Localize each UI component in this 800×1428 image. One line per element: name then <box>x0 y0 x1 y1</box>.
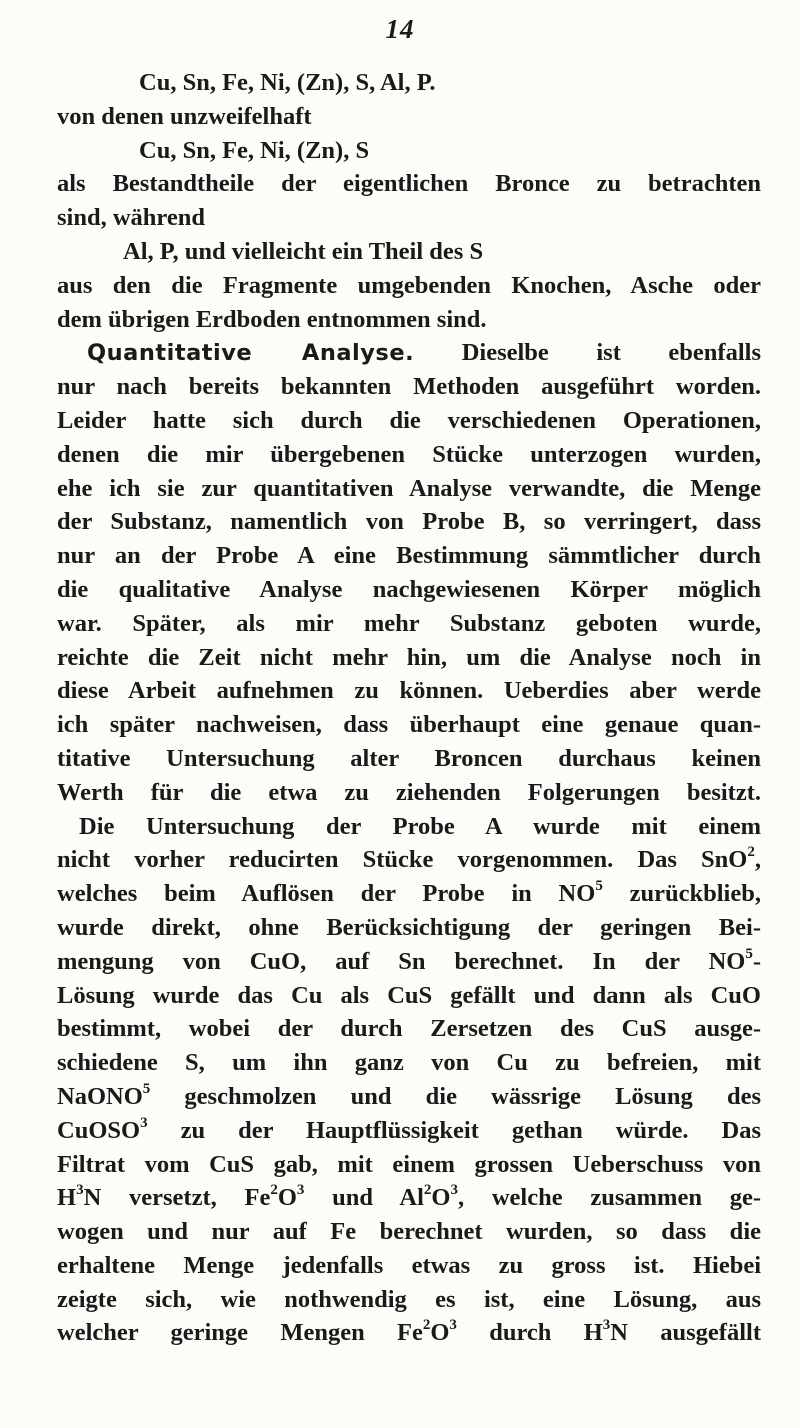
text-span: reichte die Zeit nicht mehr hin, um die Analyse noch in <box>57 643 761 671</box>
text-line <box>57 877 761 911</box>
text-span: nicht vorher reducirten Stücke vorgenommen. Das SnO <box>57 846 748 874</box>
superscript: 3 <box>76 1182 84 1199</box>
text-span: zeigte sich, wie nothwendig es ist, eine Lösung, aus <box>57 1285 761 1313</box>
text-span: N versetzt, Fe <box>83 1184 271 1212</box>
text-span: titative Untersuchung alter Broncen durchaus keinen <box>57 744 761 772</box>
text-span: und Al <box>304 1184 424 1212</box>
text-span: sind, während <box>57 204 205 232</box>
text-span: Dieselbe ist ebenfalls <box>414 339 761 367</box>
text-line <box>57 539 761 573</box>
text-line <box>57 235 761 269</box>
text-line <box>57 1283 761 1317</box>
text-line <box>57 404 761 438</box>
text-span: Die Untersuchung der Probe A wurde mit einem <box>79 812 761 840</box>
superscript: 3 <box>449 1317 457 1334</box>
section-heading: Quantitative Analyse. <box>87 340 415 367</box>
text-line <box>57 100 761 134</box>
text-span: H <box>57 1184 77 1212</box>
text-line <box>57 641 761 675</box>
text-line <box>57 438 761 472</box>
text-span: O <box>431 1184 451 1212</box>
text-span: der Substanz, namentlich von Probe B, so verringert, dass <box>57 508 761 536</box>
superscript: 5 <box>745 945 753 962</box>
text-span: ich später nachweisen, dass überhaupt eine genaue quan- <box>57 711 761 739</box>
superscript: 3 <box>296 1182 305 1199</box>
text-span: O <box>277 1184 297 1212</box>
text-line <box>57 1046 761 1080</box>
body-text <box>57 66 761 1350</box>
text-line <box>57 1012 761 1046</box>
text-span: wurde direkt, ohne Berücksichtigung der geringen Bei- <box>57 913 761 941</box>
superscript: 5 <box>595 877 603 894</box>
text-line <box>57 1181 761 1215</box>
text-span: , welche zusammen ge- <box>457 1184 761 1212</box>
text-span: aus den die Fragmente umgebenden Knochen, Asche oder <box>57 271 761 299</box>
text-span: als Bestandtheile der eigentlichen Bronce zu betrachten <box>57 170 761 198</box>
text-span: Leider hatte sich durch die verschiedenen Operationen, <box>57 406 761 434</box>
text-line <box>57 134 761 168</box>
text-span: , <box>754 846 761 874</box>
text-span: nur an der Probe A eine Bestimmung sämmtlicher durch <box>57 542 761 570</box>
superscript: 3 <box>602 1317 611 1334</box>
page-number: 14 <box>385 14 415 44</box>
text-span: welches beim Auflösen der Probe in NO <box>57 880 596 908</box>
superscript: 3 <box>140 1114 148 1131</box>
text-span: schiedene S, um ihn ganz von Cu zu befreien, mit <box>57 1049 761 1077</box>
text-span: Al, P, und vielleicht ein Theil des S <box>123 237 484 265</box>
text-line <box>57 810 761 844</box>
text-line <box>57 336 761 370</box>
text-span: zurückblieb, <box>602 880 761 908</box>
text-line <box>57 167 761 201</box>
text-line <box>57 505 761 539</box>
text-span: wogen und nur auf Fe berechnet wurden, so dass die <box>57 1218 761 1246</box>
text-span: Filtrat vom CuS gab, mit einem grossen Ueberschuss von <box>57 1150 761 1178</box>
text-span: welcher geringe Mengen Fe <box>57 1319 423 1347</box>
text-span: durch H <box>456 1319 603 1347</box>
text-span: O <box>430 1319 450 1347</box>
text-span: Lösung wurde das Cu als CuS gefällt und dann als CuO <box>57 981 761 1009</box>
text-span: mengung von CuO, auf Sn berechnet. In der NO <box>57 947 746 975</box>
superscript: 2 <box>270 1182 278 1199</box>
text-span: Cu, Sn, Fe, Ni, (Zn), S, Al, P. <box>139 69 436 96</box>
text-line <box>57 776 761 810</box>
text-line <box>57 843 761 877</box>
text-line <box>57 911 761 945</box>
text-line <box>57 303 761 337</box>
text-span: - <box>752 947 761 975</box>
text-line <box>57 979 761 1013</box>
text-span: nur nach bereits bekannten Methoden ausgeführt worden. <box>57 373 761 401</box>
text-span: erhaltene Menge jedenfalls etwas zu gross ist. Hiebei <box>57 1251 761 1279</box>
text-span: dem übrigen Erdboden entnommen sind. <box>57 305 487 333</box>
text-line <box>57 269 761 303</box>
text-span: CuOSO <box>57 1116 141 1144</box>
text-line <box>57 472 761 506</box>
text-span: geschmolzen und die wässrige Lösung des <box>150 1082 761 1110</box>
text-line <box>57 1249 761 1283</box>
superscript: 2 <box>747 844 755 861</box>
text-span: N ausgefällt <box>610 1319 761 1347</box>
text-span: war. Später, als mir mehr Substanz geboten wurde, <box>57 609 761 637</box>
text-line <box>57 1114 761 1148</box>
text-span: NaONO <box>57 1082 143 1110</box>
text-span: bestimmt, wobei der durch Zersetzen des CuS ausge- <box>57 1015 761 1043</box>
text-line <box>57 1215 761 1249</box>
text-span: denen die mir übergebenen Stücke unterzogen wurden, <box>57 440 761 468</box>
text-span: von denen unzweifelhaft <box>57 102 312 130</box>
text-line <box>57 573 761 607</box>
text-line <box>57 201 761 235</box>
text-line <box>57 370 761 404</box>
text-line <box>57 945 761 979</box>
superscript: 2 <box>422 1317 431 1334</box>
text-line <box>57 1148 761 1182</box>
text-span: zu der Hauptflüssigkeit gethan würde. Das <box>147 1116 761 1144</box>
superscript: 2 <box>423 1182 432 1199</box>
superscript: 3 <box>450 1182 458 1199</box>
text-line <box>57 607 761 641</box>
text-span: Cu, Sn, Fe, Ni, (Zn), S <box>139 136 370 164</box>
text-line <box>57 1316 761 1350</box>
text-span: Werth für die etwa zu ziehenden Folgerungen besitzt. <box>57 778 761 806</box>
text-line <box>57 742 761 776</box>
text-span: diese Arbeit aufnehmen zu können. Ueberdies aber werde <box>57 677 761 705</box>
text-span: ehe ich sie zur quantitativen Analyse verwandte, die Menge <box>57 474 761 502</box>
text-line <box>57 708 761 742</box>
text-line <box>57 1080 761 1114</box>
text-line <box>57 66 761 100</box>
superscript: 5 <box>142 1080 151 1097</box>
text-line <box>57 674 761 708</box>
text-span: die qualitative Analyse nachgewiesenen Körper möglich <box>57 575 761 603</box>
